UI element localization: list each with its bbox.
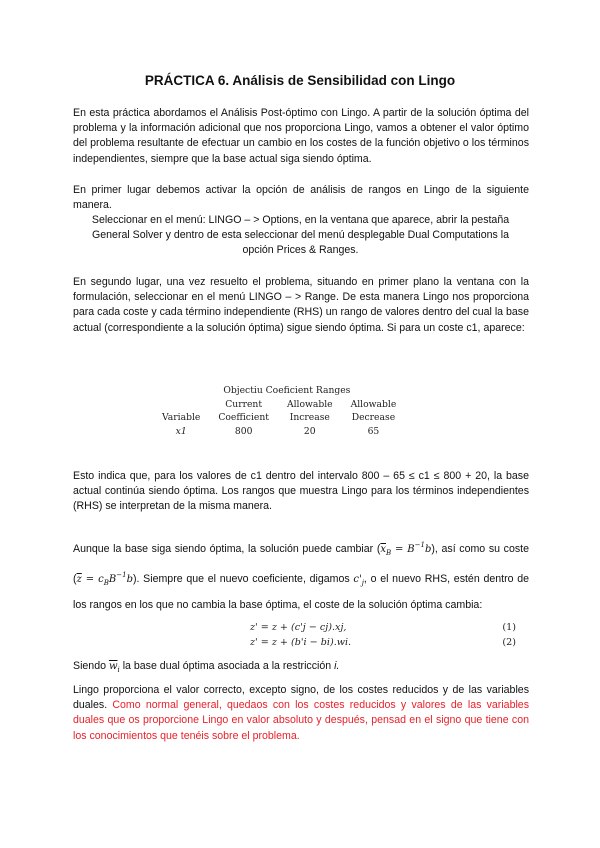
z-formula: $\overline{z} = c_BB^{-1}b$	[76, 571, 133, 587]
ranges-table	[153, 384, 405, 438]
document-page: PRÁCTICA 6. Análisis de Sensibilidad con Lingo En esta práctica abordamos el Análisis Post-óptimo con Lingo. A partir de la solución óptima del problema y la información adicional que nos proporciona Lingo, vamos a obtener el valor óptimo del problema resultante de efectuar un cambio en los costes de la función objetivo o los términos independientes, siempre que la base actual siga siendo óptima. En primer lugar debemos activar la opción de análisis de rangos en Lingo de la siguiente manera. Seleccionar en el menú: LINGO – > Options, en la ventana que aparece, abrir la pestaña General Solver y dentro de esta seleccionar del menú desplegable Dual Computations la opción Prices & Ranges. En segundo lugar, una vez resuelto el problema, situando en primer plano la ventana con la formulación, seleccionar en el menú LINGO – > Range. De esta manera Lingo nos proporciona para cada coste y cada término independiente (RHS) un rango de valores dentro del cual la base actual (correspondiente a la solución óptima) sigue siendo óptima. Si para un coste c1, aparece: Objectiu Coeficient Ranges Current Allowable Allowable Variable Coefficient Increase Decrease x1 800 20 65 Esto indica que, para los valores de c1 dentro del intervalo 800 – 65 ≤ c1 ≤ 800 + 20, la base actual continúa siendo óptima. Los rangos que muestra Lingo para los términos independientes (RHS) se interpretan de la misma manera. Aunque la base siga siendo óptima, la solución puede cambiar $(\overline{x}_B = B^{-1}b)$, así como su coste $(\overline{z} = c_BB^{-1}b)$. Siempre que el nuevo coeficiente, digamos $c'_j$, o el nuevo RHS, estén dentro de los rangos en los que no cambia la base óptima, el coste de la solución óptima cambia: z' = z + (c'j − cj).xj, (1) z' = z + (b'i − bi).wi. (2) Siendo $\overline{w}_i$ la base dual óptima asociada a la restricción i. Lingo proporciona el valor correcto, excepto signo, de los costes reducidos y de las variables duales. Como normal general, quedaos con los costes reducidos y valores de las variables duales que os proporcione Lingo en valor absoluto y después, pensad en el signo que tiene con los conocimientos que tenéis sobre el problema.	[0, 0, 600, 848]
xb-formula: $\overline{x}_B = B^{-1}b$	[380, 541, 432, 557]
highlighted-note: Como normal general, quedaos con los costes reducidos y valores de las variables duales que os proporcione Lingo en valor absoluto y después, pensad en el signo que tiene con los conocimientos que tenéis sobre el problema.	[73, 699, 529, 742]
solution-change-paragraph: Aunque la base siga siendo óptima, la solución puede cambiar $(\overline{x}_B = B^{-1}b)$, así como su coste $(\overline{z} = c_BB^{-1}b)$. Siempre que el nuevo coeficiente, digamos $c'_j$, o el nuevo RHS, estén dentro de los rangos en los que no cambia la base óptima, el coste de la solución óptima cambia:	[73, 541, 529, 611]
ranges-table-title: Objectiu Coeficient Ranges	[223, 385, 351, 396]
dual-base-paragraph: Siendo $\overline{w}_i$ la base dual óptima asociada a la restricción i.	[73, 660, 340, 674]
page-title: PRÁCTICA 6. Análisis de Sensibilidad con Lingo	[144, 73, 456, 88]
menu-instruction: Seleccionar en el menú: LINGO – > Options, en la ventana que aparece, abrir la pestaña General Solver y dentro de esta seleccionar del menú desplegable Dual Computations la opción Prices & Ranges.	[91, 214, 510, 257]
cj-formula: $c'_j$	[353, 574, 364, 587]
lingo-note-paragraph: Lingo proporciona el valor correcto, excepto signo, de los costes reducidos y de las variables duales. Como normal general, quedaos con los costes reducidos y valores de las variables duales que os proporcione Lingo en valor absoluto y después, pensad en el signo que tiene con los conocimientos que tenéis sobre el problema.	[73, 684, 529, 742]
table-header-row: Variable Coefficient Increase Decrease	[162, 412, 396, 423]
wi-formula: $\overline{w}_i$	[108, 661, 120, 674]
interval-paragraph: Esto indica que, para los valores de c1 dentro del intervalo 800 – 65 ≤ c1 ≤ 800 + 20, la base actual continúa siendo óptima. Los rangos que muestra Lingo para los términos independientes (RHS) se interpretan de la misma manera.	[73, 470, 529, 513]
step1-paragraph: En primer lugar debemos activar la opción de análisis de rangos en Lingo de la siguiente manera.	[73, 184, 529, 212]
intro-paragraph: En esta práctica abordamos el Análisis Post-óptimo con Lingo. A partir de la solución óptima del problema y la información adicional que nos proporciona Lingo, vamos a obtener el valor óptimo del problema resultante de efectuar un cambio en los costes de la función objetivo o los términos independientes, siempre que la base actual siga siendo óptima.	[73, 107, 529, 165]
table-header-row: Current Allowable Allowable	[225, 398, 397, 410]
step2-paragraph: En segundo lugar, una vez resuelto el problema, situando en primer plano la ventana con la formulación, seleccionar en el menú LINGO – > Range. De esta manera Lingo nos proporciona para cada coste y cada término independiente (RHS) un rango de valores dentro del cual la base actual (correspondiente a la solución óptima) sigue siendo óptima. Si para un coste c1, aparece:	[73, 276, 529, 334]
table-row: x1 800 20 65	[175, 425, 380, 437]
